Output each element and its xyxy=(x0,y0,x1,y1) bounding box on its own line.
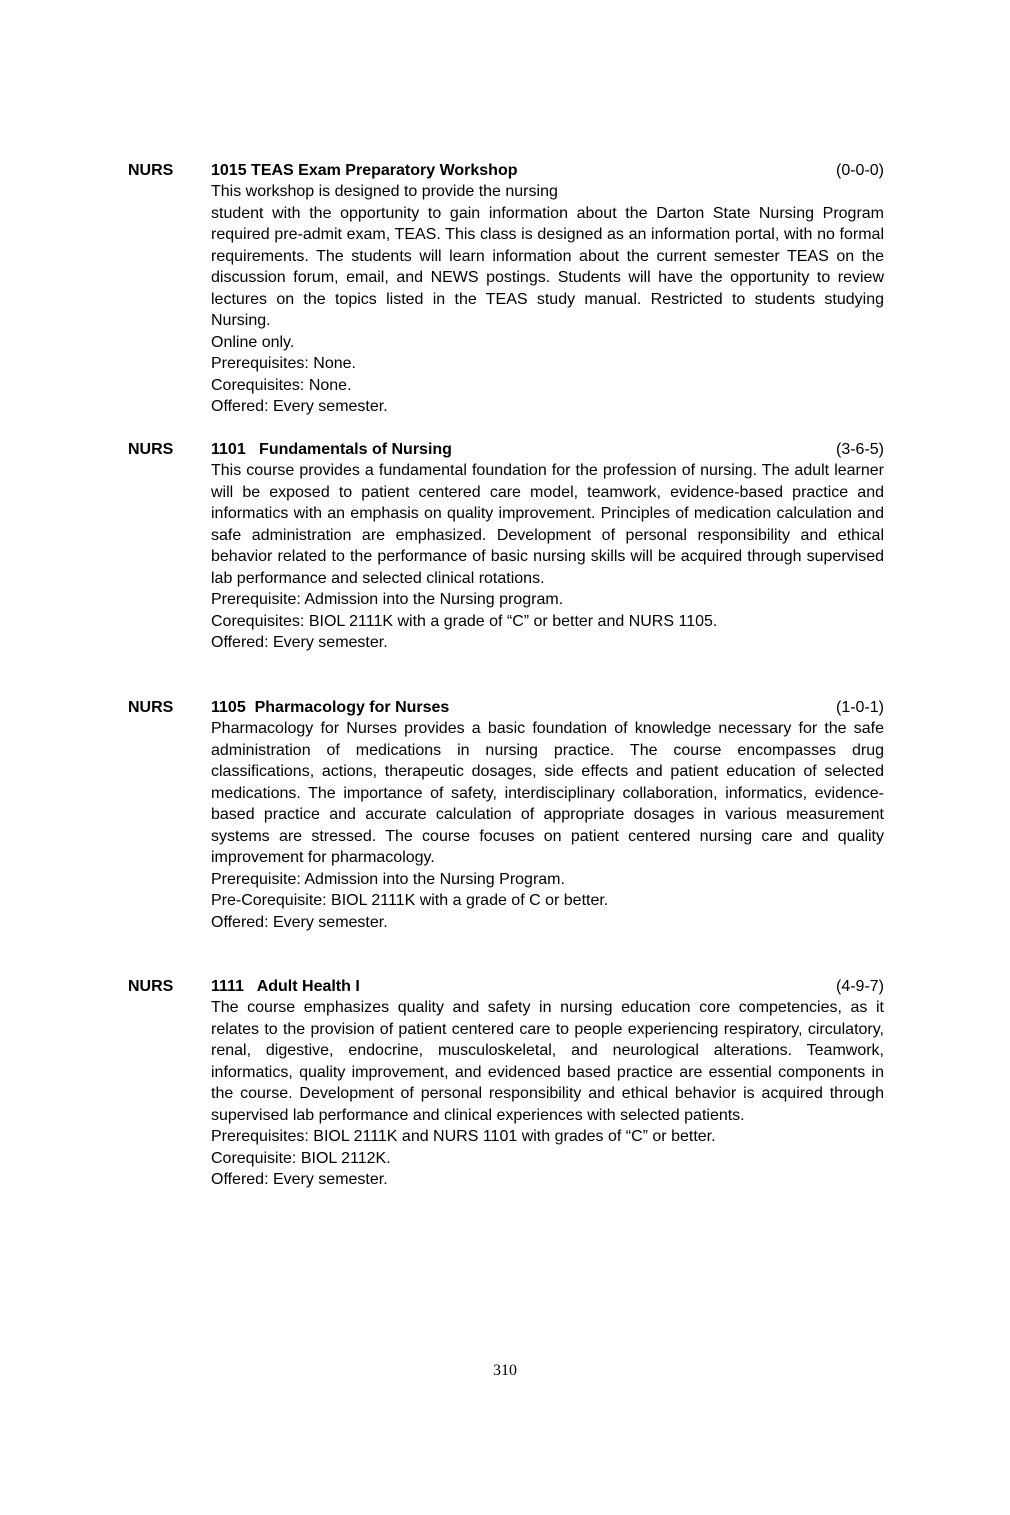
course-offered: Offered: Every semester. xyxy=(211,913,388,931)
course-body xyxy=(211,460,884,654)
course-prerequisites: Prerequisite: Admission into the Nursing program. xyxy=(211,591,564,608)
course-prerequisites: Prerequisites: None. xyxy=(211,355,356,372)
course-subject: NURS xyxy=(128,441,174,458)
course-body xyxy=(211,997,884,1191)
course-corequisites: Corequisites: None. xyxy=(211,376,352,394)
course-description: The course emphasizes quality and safety in nursing education core competencies, as it relates to the provision of patient centered care to people experiencing respiratory, circulatory, renal, digestive, endocrine, musculoskeletal, and neurological alterations. Teamwork, informatics, quality improvement, and evidenced based practice are essential components in the course. Development of personal responsibility and ethical behavior is acquired through supervised lab performance and clinical experiences with selected patients. xyxy=(211,999,884,1124)
course-subject: NURS xyxy=(128,699,174,716)
course-subject: NURS xyxy=(128,978,174,995)
course-title: 1101 Fundamentals of Nursing xyxy=(211,441,452,458)
course-title: 1105 Pharmacology for Nurses xyxy=(211,699,450,716)
course-prerequisites: Prerequisite: Admission into the Nursing Program. xyxy=(211,870,565,888)
course-header xyxy=(128,160,884,181)
course-offered: Offered: Every semester. xyxy=(211,1171,388,1188)
course-subject: NURS xyxy=(128,162,174,179)
course-title: 1015 TEAS Exam Preparatory Workshop xyxy=(211,162,518,179)
page-number: 310 xyxy=(493,1362,517,1379)
course-header xyxy=(128,976,884,997)
course-body xyxy=(211,718,884,933)
course-credits: (4-9-7) xyxy=(835,978,884,995)
course-offered: Offered: Every semester. xyxy=(211,634,388,651)
course-prerequisites: Prerequisites: BIOL 2111K and NURS 1101 with grades of “C” or better. xyxy=(211,1128,716,1145)
course-body xyxy=(211,181,884,418)
course-offered: Offered: Every semester. xyxy=(211,398,388,415)
course-credits: (1-0-1) xyxy=(835,699,884,716)
course-corequisites: Corequisite: BIOL 2112K. xyxy=(211,1149,391,1167)
course-corequisites: Pre-Corequisite: BIOL 2111K with a grade of C or better. xyxy=(211,892,609,909)
course-delivery: Online only. xyxy=(211,333,295,351)
course-corequisites: Corequisites: BIOL 2111K with a grade of “C” or better and NURS 1105. xyxy=(211,612,718,630)
course-credits: (3-6-5) xyxy=(835,441,884,458)
course-entry-nurs-1101 xyxy=(128,439,884,654)
course-entry-nurs-1105 xyxy=(128,697,884,933)
course-entry-nurs-1015 xyxy=(128,160,884,418)
course-title: 1111 Adult Health I xyxy=(211,978,360,995)
course-description: Pharmacology for Nurses provides a basic foundation of knowledge necessary for the safe administration of medications in nursing practice. The course encompasses drug classifications, actions, therapeutic dosages, side effects and patient education of selected medications. The importance of safety, interdisciplinary collaboration, informatics, evidence-based practice and accurate calculation of appropriate dosages in various measurement systems are stressed. The course focuses on patient centered nursing care and quality improvement for pharmacology. xyxy=(211,720,884,866)
course-credits: (0-0-0) xyxy=(835,162,884,179)
course-header xyxy=(128,697,884,718)
course-intro: This workshop is designed to provide the nursing xyxy=(211,183,558,200)
course-entry-nurs-1111 xyxy=(128,976,884,1191)
course-description: This course provides a fundamental foundation for the profession of nursing. The adult learner will be exposed to patient centered care model, teamwork, evidence-based practice and informatics with an emphasis on quality improvement. Principles of medication calculation and safe administration are emphasized. Development of personal responsibility and ethical behavior related to the performance of basic nursing skills will be acquired through supervised lab performance and selected clinical rotations. xyxy=(211,462,884,587)
course-description: student with the opportunity to gain information about the Darton State Nursing Program required pre-admit exam, TEAS. This class is designed as an information portal, with no formal requirements. The students will learn information about the current semester TEAS on the discussion forum, email, and NEWS postings. Students will have the opportunity to review lectures on the topics listed in the TEAS study manual. Restricted to students studying Nursing. xyxy=(211,204,884,329)
course-header xyxy=(128,439,884,460)
